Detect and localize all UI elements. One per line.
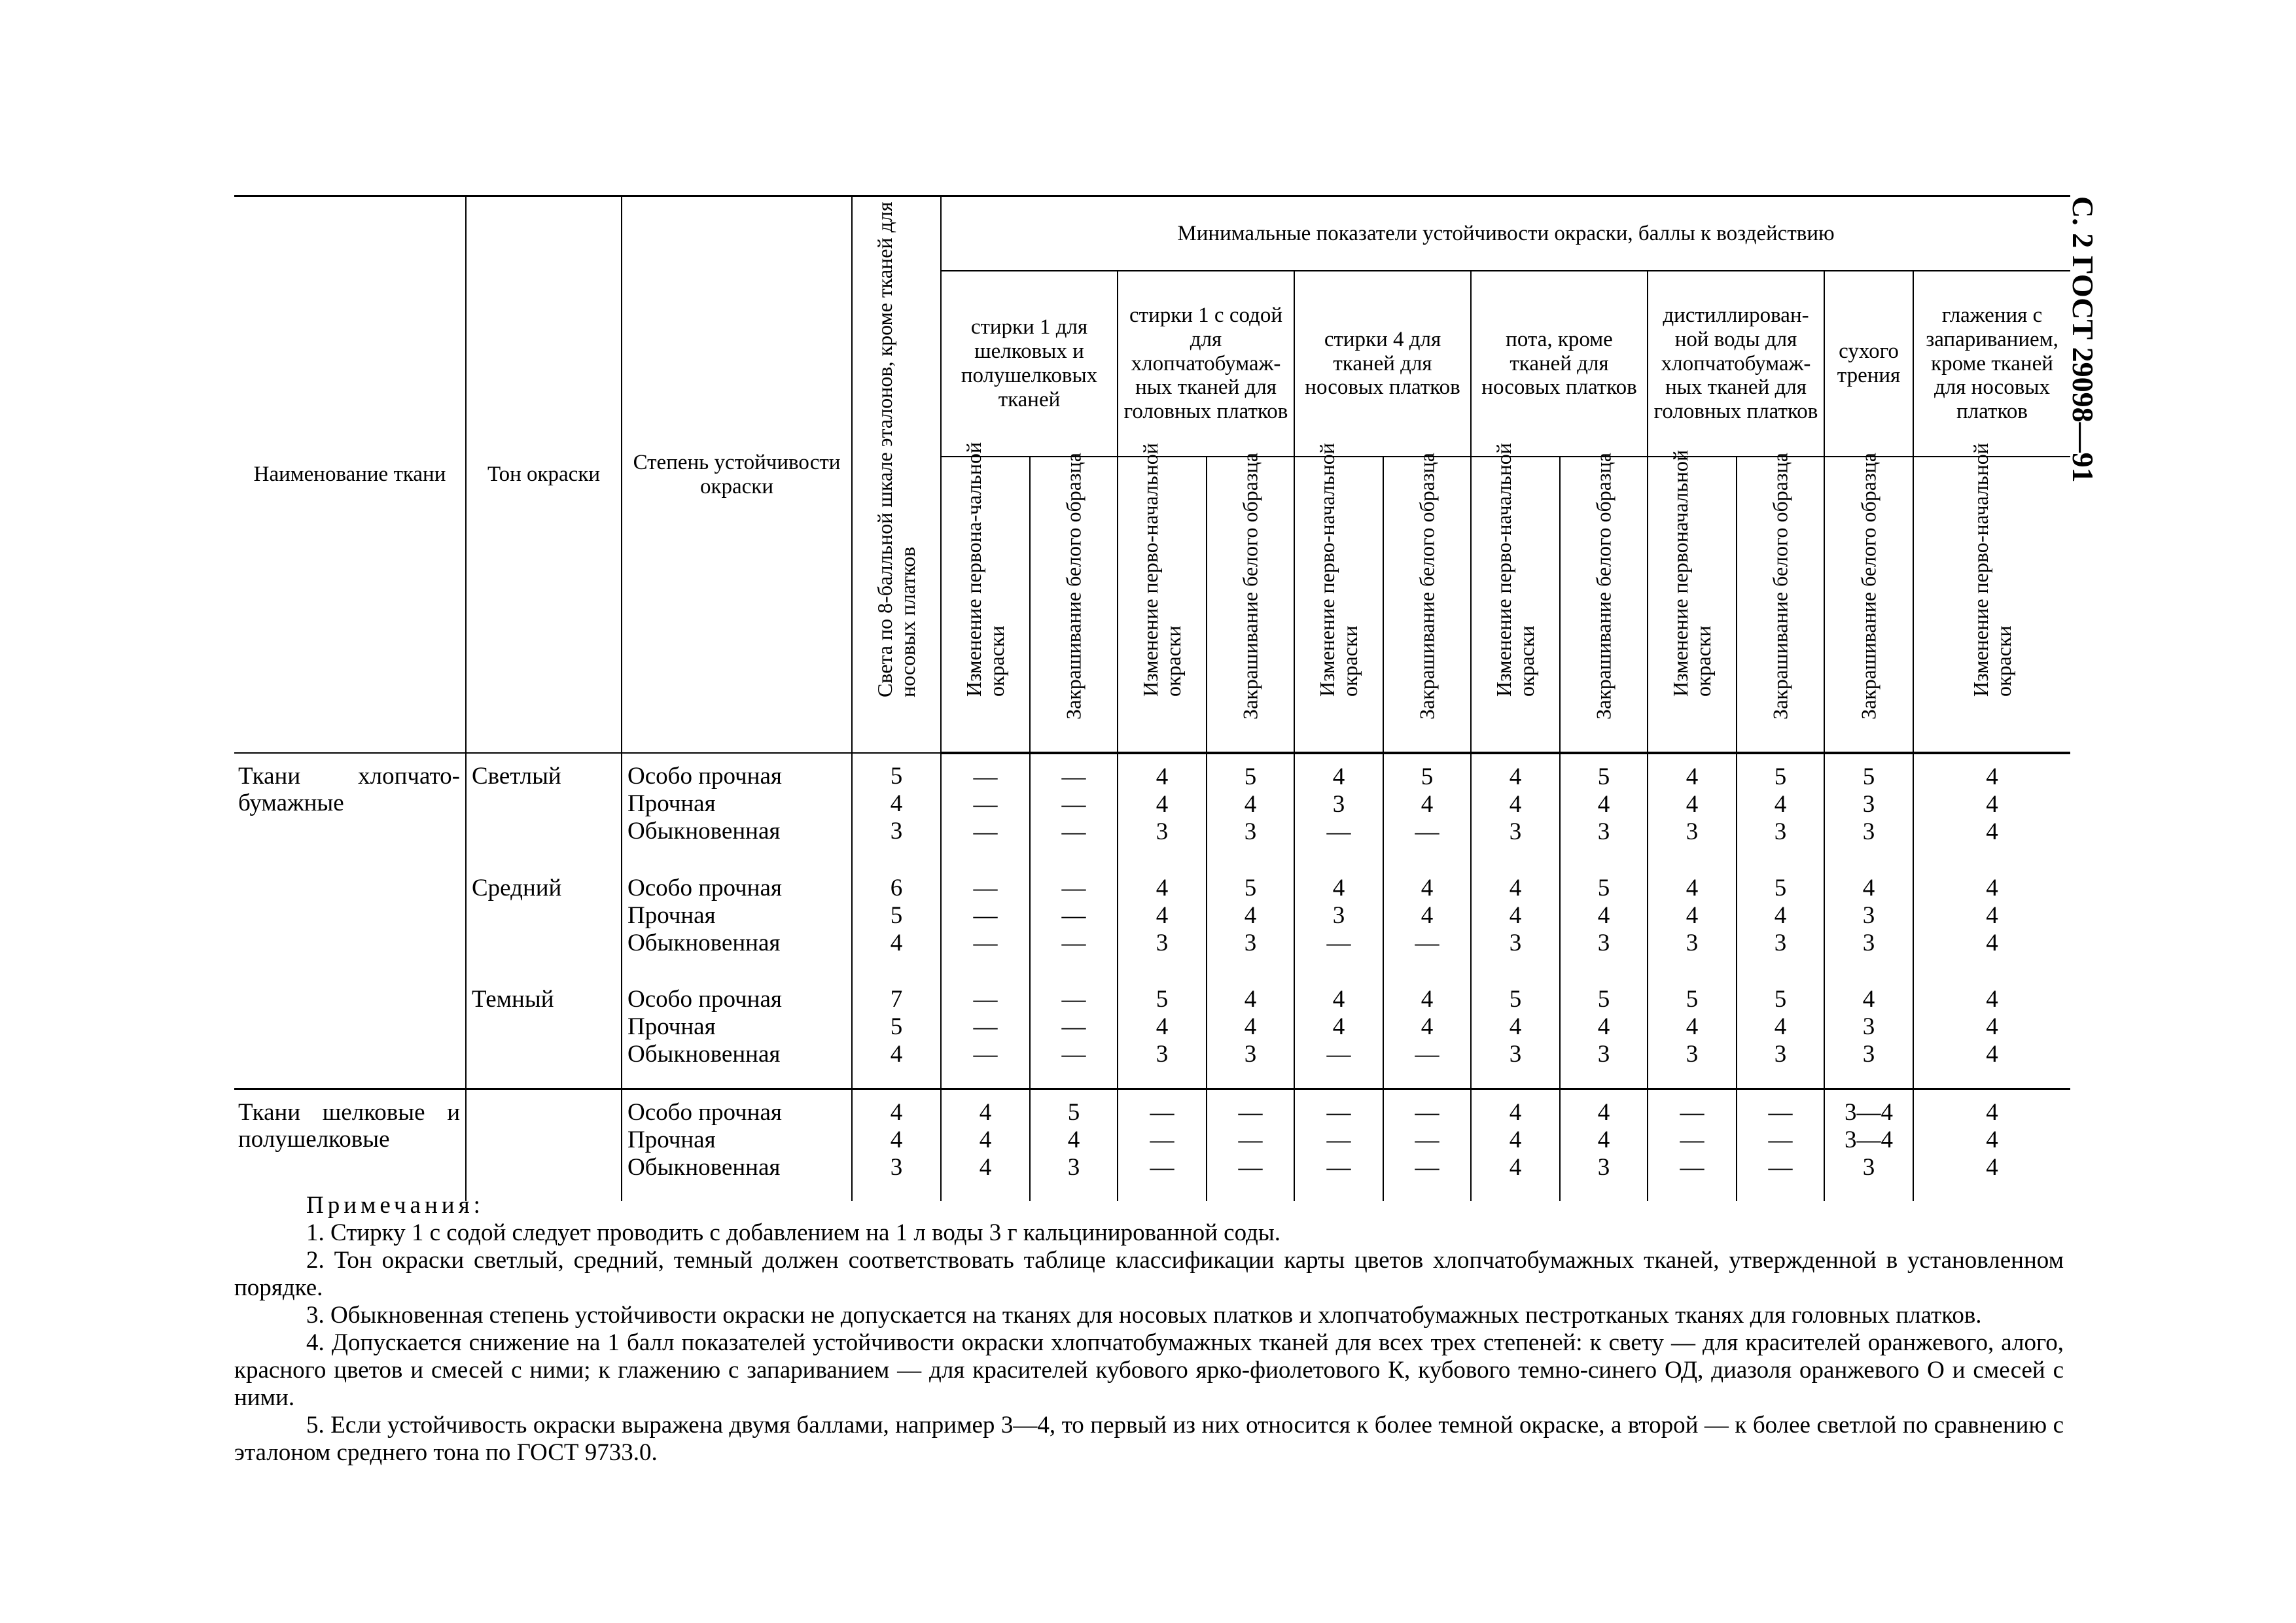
sub-header xyxy=(1913,442,2070,753)
score-value: 4 xyxy=(1686,902,1699,929)
sub-header xyxy=(1207,452,1294,753)
sub-header xyxy=(1383,452,1471,753)
value-cell xyxy=(852,753,941,865)
sub-header-text: Изменение первона-чальной окраски xyxy=(961,442,1008,697)
score-value: 4 xyxy=(1509,1154,1522,1181)
score-value: 4 xyxy=(1686,875,1699,901)
score-value: 4 xyxy=(1597,1126,1610,1153)
score-value: 6 xyxy=(890,875,903,901)
score-value: 3 xyxy=(1509,930,1522,956)
score-value: 4 xyxy=(1509,902,1522,929)
score-value: — xyxy=(1150,1126,1174,1153)
score-value: — xyxy=(1061,986,1086,1013)
score-value: 4 xyxy=(1156,791,1169,818)
score-value: 4 xyxy=(979,1126,992,1153)
header-wash1-soda: стирки 1 с содой для хлопчатобумаж-ных тканей для головных платков xyxy=(1118,271,1294,457)
score-value: 4 xyxy=(1774,902,1787,929)
sub-header-text: Закрашивание белого образца xyxy=(1856,452,1881,720)
score-value: 5 xyxy=(1774,986,1787,1013)
score-value: 4 xyxy=(1509,875,1522,901)
value-cell xyxy=(1737,1089,1824,1202)
value-cell xyxy=(1824,1089,1913,1202)
score-value: 3 xyxy=(1774,1041,1787,1068)
value-cell xyxy=(1383,865,1471,977)
value-cell xyxy=(1913,753,2070,865)
value-cell xyxy=(1471,977,1560,1089)
sub-header-text: Изменение перво-начальной окраски xyxy=(1315,442,1362,697)
score-value: 3 xyxy=(1067,1154,1080,1181)
sub-header-text: Закрашивание белого образца xyxy=(1061,452,1086,720)
score-value: — xyxy=(973,930,998,956)
score-value: 5 xyxy=(1862,763,1875,790)
score-value: — xyxy=(973,791,998,818)
value-cell xyxy=(1560,1089,1648,1202)
value-cell xyxy=(1118,1089,1207,1202)
degree-value: Особо прочная xyxy=(627,875,782,901)
score-value: 5 xyxy=(1067,1099,1080,1126)
notes-title: Примечания: xyxy=(306,1192,484,1219)
score-value: 4 xyxy=(1244,902,1257,929)
tone-cell: Средний xyxy=(466,865,622,977)
score-value: 4 xyxy=(1986,1041,1998,1068)
sub-header-text: Изменение перво-начальной окраски xyxy=(1968,442,2015,697)
note-item: 3. Обыкновенная степень устойчивости окраски не допускается на тканях для носовых платков и хлопчатобумажных пестротканых тканях для головных платков. xyxy=(306,1302,1982,1329)
score-value: — xyxy=(1680,1154,1704,1181)
value-cell xyxy=(1383,977,1471,1089)
value-cell xyxy=(1030,865,1118,977)
sub-header-text: Изменение перво-начальной окраски xyxy=(1491,442,1538,697)
score-value: 3 xyxy=(1597,1154,1610,1181)
score-value: 4 xyxy=(1421,1013,1434,1040)
score-value: 4 xyxy=(890,1126,903,1153)
score-value: 4 xyxy=(1156,875,1169,901)
score-value: 4 xyxy=(1774,791,1787,818)
fastness-table xyxy=(234,195,2070,1201)
score-value: 4 xyxy=(1509,791,1522,818)
value-cell xyxy=(852,865,941,977)
value-cell xyxy=(1824,865,1913,977)
value-cell xyxy=(1030,1089,1118,1202)
score-value: 4 xyxy=(1862,875,1875,901)
sub-header-text: Закрашивание белого образца xyxy=(1415,452,1439,720)
score-value: — xyxy=(973,902,998,929)
score-value: 5 xyxy=(1597,875,1610,901)
header-degree: Степень устойчивости окраски xyxy=(622,196,852,754)
score-value: — xyxy=(1238,1154,1263,1181)
value-cell xyxy=(1207,753,1294,865)
value-cell xyxy=(1294,977,1383,1089)
score-value: 3 xyxy=(1862,1041,1875,1068)
sub-header-text: Закрашивание белого образца xyxy=(1768,452,1792,720)
score-value: 3 xyxy=(1509,1041,1522,1068)
score-value: 5 xyxy=(1597,763,1610,790)
sub-header-text: Изменение перво-начальной окраски xyxy=(1138,442,1185,697)
score-value: 3 xyxy=(1774,930,1787,956)
score-value: 4 xyxy=(1986,930,1998,956)
score-value: — xyxy=(1061,763,1086,790)
header-wash4: стирки 4 для тканей для носовых платков xyxy=(1294,271,1471,457)
score-value: 3 xyxy=(1156,1041,1169,1068)
value-cell xyxy=(1560,865,1648,977)
score-value: 3 xyxy=(1597,930,1610,956)
score-value: 3 xyxy=(1244,818,1257,845)
value-cell xyxy=(1207,977,1294,1089)
score-value: 3—4 xyxy=(1845,1099,1893,1126)
sub-header xyxy=(1294,442,1383,753)
score-value: 4 xyxy=(890,930,903,956)
score-value: 4 xyxy=(1986,763,1998,790)
score-value: 4 xyxy=(1509,1126,1522,1153)
sub-header-text: Закрашивание белого образца xyxy=(1238,452,1262,720)
score-value: 3—4 xyxy=(1845,1126,1893,1153)
value-cell xyxy=(941,1089,1030,1202)
score-value: — xyxy=(1415,1041,1439,1068)
score-value: — xyxy=(973,986,998,1013)
score-value: 4 xyxy=(1421,986,1434,1013)
score-value: 3 xyxy=(1244,930,1257,956)
value-cell xyxy=(1383,1089,1471,1202)
score-value: — xyxy=(973,1013,998,1040)
score-value: 4 xyxy=(890,790,903,817)
fabric-name-cell: Ткани шелковые и полушелковые xyxy=(234,1089,466,1202)
score-value: 4 xyxy=(1986,1154,1998,1181)
score-value: 3 xyxy=(1862,818,1875,845)
score-value: 4 xyxy=(1509,1099,1522,1126)
degree-value: Прочная xyxy=(627,902,716,929)
score-value: 3 xyxy=(1244,1041,1257,1068)
degree-value: Обыкновенная xyxy=(627,930,781,956)
value-cell xyxy=(1648,1089,1737,1202)
sub-header xyxy=(1471,442,1560,753)
score-value: 4 xyxy=(1421,902,1434,929)
score-value: — xyxy=(1415,1099,1439,1126)
score-value: 3 xyxy=(1686,1041,1699,1068)
score-value: 4 xyxy=(1597,1099,1610,1126)
score-value: 4 xyxy=(1332,1013,1345,1040)
score-value: — xyxy=(1061,930,1086,956)
degree-value: Обыкновенная xyxy=(627,1154,781,1181)
score-value: 4 xyxy=(1986,902,1998,929)
score-value: 4 xyxy=(1067,1126,1080,1153)
score-value: — xyxy=(1238,1099,1263,1126)
score-value: — xyxy=(1768,1099,1793,1126)
score-value: 4 xyxy=(890,1041,903,1068)
note-item: 2. Тон окраски светлый, средний, темный должен соответствовать таблице классификации карты цветов хлопчатобумажных тканей, утвержденной в установленном порядке. xyxy=(234,1247,2064,1301)
value-cell xyxy=(1118,977,1207,1089)
value-cell xyxy=(1913,865,2070,977)
fabric-name-cell xyxy=(234,977,466,1089)
score-value: 3 xyxy=(1597,818,1610,845)
score-value: — xyxy=(1061,818,1086,845)
header-distilled-water: дистиллирован-ной воды для хлопчатобумаж-ных тканей для головных платков xyxy=(1648,271,1824,457)
value-cell xyxy=(1294,753,1383,865)
score-value: 5 xyxy=(1774,763,1787,790)
degree-cell xyxy=(622,753,852,865)
score-value: — xyxy=(1150,1099,1174,1126)
score-value: — xyxy=(1061,791,1086,818)
score-value: — xyxy=(1061,1013,1086,1040)
score-value: 5 xyxy=(1244,763,1257,790)
score-value: 4 xyxy=(1509,1013,1522,1040)
tone-cell: Светлый xyxy=(466,753,622,865)
score-value: 4 xyxy=(1332,763,1345,790)
score-value: 4 xyxy=(1862,986,1875,1013)
value-cell xyxy=(1118,753,1207,865)
degree-cell xyxy=(622,977,852,1089)
score-value: 5 xyxy=(890,763,903,790)
score-value: — xyxy=(1415,930,1439,956)
score-value: 4 xyxy=(1597,1013,1610,1040)
score-value: — xyxy=(1768,1126,1793,1153)
table-row xyxy=(234,753,2070,865)
score-value: 4 xyxy=(1986,1099,1998,1126)
score-value: 4 xyxy=(1686,763,1699,790)
header-group-title: Минимальные показатели устойчивости окраски, баллы к воздействию xyxy=(941,196,2070,271)
value-cell xyxy=(1030,753,1118,865)
sub-header xyxy=(1118,442,1207,753)
header-light xyxy=(852,196,941,754)
sub-header xyxy=(1030,452,1118,753)
score-value: 4 xyxy=(1332,986,1345,1013)
score-value: 3 xyxy=(1862,791,1875,818)
fabric-name-cell xyxy=(234,865,466,977)
score-value: 7 xyxy=(890,986,903,1013)
header-dry-rubbing: сухого трения xyxy=(1824,271,1913,457)
score-value: 5 xyxy=(1421,763,1434,790)
score-value: 4 xyxy=(890,1099,903,1126)
table-row xyxy=(234,977,2070,1089)
sub-header xyxy=(1648,449,1737,753)
score-value: 4 xyxy=(1686,791,1699,818)
score-value: 3 xyxy=(890,818,903,845)
score-value: — xyxy=(1415,1126,1439,1153)
value-cell xyxy=(1118,865,1207,977)
sub-header xyxy=(1737,452,1824,753)
degree-value: Особо прочная xyxy=(627,763,782,790)
table-row xyxy=(234,865,2070,977)
score-value: 3 xyxy=(1774,818,1787,845)
score-value: 4 xyxy=(1986,986,1998,1013)
score-value: 3 xyxy=(1686,930,1699,956)
note-item: 5. Если устойчивость окраски выражена двумя баллами, например 3—4, то первый из них относится к более темной окраске, а второй — к более светлой по сравнению с эталоном среднего тона по ГОСТ 9733.0. xyxy=(234,1412,2064,1466)
value-cell xyxy=(852,977,941,1089)
note-item: 4. Допускается снижение на 1 балл показателей устойчивости окраски хлопчатобумажных тканей для всех трех степеней: к свету — для красителей оранжевого, алого, красного цветов и смесей с ними; к глажению с запариванием — для красителей кубового ярко-фиолетового К, кубового темно-синего ОД, диазоля оранжевого О и смесей с ними. xyxy=(234,1329,2064,1411)
header-light-text: Света по 8-балльной шкале эталонов, кроме тканей для носовых платков xyxy=(872,201,919,697)
value-cell xyxy=(1824,753,1913,865)
score-value: 3 xyxy=(1686,818,1699,845)
value-cell xyxy=(941,977,1030,1089)
score-value: 5 xyxy=(890,1013,903,1040)
score-value: — xyxy=(1061,1041,1086,1068)
sub-header xyxy=(941,442,1030,753)
score-value: 4 xyxy=(1986,1013,1998,1040)
value-cell xyxy=(1648,977,1737,1089)
header-ironing: глажения с запариванием, кроме тканей для носовых платков xyxy=(1913,271,2070,457)
score-value: 3 xyxy=(890,1154,903,1181)
score-value: 4 xyxy=(1509,763,1522,790)
score-value: — xyxy=(1150,1154,1174,1181)
value-cell xyxy=(1471,1089,1560,1202)
degree-cell xyxy=(622,865,852,977)
score-value: 4 xyxy=(1597,791,1610,818)
score-value: — xyxy=(973,1041,998,1068)
header-wash1-silk: стирки 1 для шелковых и полушелковых тканей xyxy=(941,271,1118,457)
score-value: — xyxy=(1326,1154,1351,1181)
value-cell xyxy=(1030,977,1118,1089)
score-value: — xyxy=(1680,1126,1704,1153)
table-row xyxy=(234,1089,2070,1202)
score-value: 3 xyxy=(1509,818,1522,845)
score-value: 4 xyxy=(1986,818,1998,845)
value-cell xyxy=(1294,1089,1383,1202)
header-sweat: пота, кроме тканей для носовых платков xyxy=(1471,271,1648,457)
value-cell xyxy=(1207,1089,1294,1202)
value-cell xyxy=(941,865,1030,977)
score-value: 3 xyxy=(1862,1013,1875,1040)
score-value: — xyxy=(1326,818,1351,845)
value-cell xyxy=(1294,865,1383,977)
score-value: 5 xyxy=(1686,986,1699,1013)
score-value: — xyxy=(1415,1154,1439,1181)
score-value: 4 xyxy=(1244,1013,1257,1040)
degree-value: Прочная xyxy=(627,1013,716,1040)
score-value: 3 xyxy=(1862,902,1875,929)
score-value: 4 xyxy=(979,1099,992,1126)
value-cell xyxy=(1383,753,1471,865)
score-value: — xyxy=(1768,1154,1793,1181)
value-cell xyxy=(1207,865,1294,977)
table-body xyxy=(234,753,2070,1201)
score-value: 5 xyxy=(1597,986,1610,1013)
score-value: — xyxy=(1238,1126,1263,1153)
score-value: — xyxy=(973,763,998,790)
score-value: — xyxy=(973,818,998,845)
score-value: 4 xyxy=(1421,791,1434,818)
score-value: — xyxy=(1415,818,1439,845)
degree-value: Прочная xyxy=(627,790,716,817)
score-value: — xyxy=(1326,1126,1351,1153)
score-value: 4 xyxy=(1986,1126,1998,1153)
tone-cell xyxy=(466,1089,622,1202)
score-value: 5 xyxy=(1244,875,1257,901)
note-item: 1. Стирку 1 с содой следует проводить с добавлением на 1 л воды 3 г кальцинированной соды. xyxy=(306,1219,1280,1246)
score-value: 3 xyxy=(1862,930,1875,956)
score-value: — xyxy=(1326,1041,1351,1068)
score-value: — xyxy=(1061,902,1086,929)
score-value: 4 xyxy=(1156,763,1169,790)
score-value: 4 xyxy=(979,1154,992,1181)
score-value: 3 xyxy=(1862,1154,1875,1181)
score-value: — xyxy=(1326,930,1351,956)
score-value: 4 xyxy=(1244,791,1257,818)
header-fabric-name: Наименование ткани xyxy=(234,196,466,754)
header-tone: Тон окраски xyxy=(466,196,622,754)
score-value: 4 xyxy=(1986,791,1998,818)
degree-value: Обыкновенная xyxy=(627,1041,781,1068)
score-value: 4 xyxy=(1597,902,1610,929)
score-value: — xyxy=(1680,1099,1704,1126)
value-cell xyxy=(1737,753,1824,865)
sub-header-text: Закрашивание белого образца xyxy=(1591,452,1616,720)
value-cell xyxy=(1560,753,1648,865)
score-value: 4 xyxy=(1156,1013,1169,1040)
value-cell xyxy=(941,753,1030,865)
score-value: 4 xyxy=(1774,1013,1787,1040)
degree-value: Обыкновенная xyxy=(627,818,781,845)
page-label: С. 2 ГОСТ 29098—91 xyxy=(2066,196,2100,483)
notes xyxy=(234,1192,2064,1467)
score-value: 5 xyxy=(1509,986,1522,1013)
value-cell xyxy=(1471,753,1560,865)
value-cell xyxy=(852,1089,941,1202)
value-cell xyxy=(1737,865,1824,977)
score-value: 5 xyxy=(1774,875,1787,901)
score-value: 3 xyxy=(1597,1041,1610,1068)
value-cell xyxy=(1737,977,1824,1089)
score-value: 5 xyxy=(1156,986,1169,1013)
value-cell xyxy=(1648,865,1737,977)
value-cell xyxy=(1913,977,2070,1089)
value-cell xyxy=(1560,977,1648,1089)
sub-header xyxy=(1560,452,1648,753)
score-value: 4 xyxy=(1332,875,1345,901)
degree-cell xyxy=(622,1089,852,1202)
score-value: 4 xyxy=(1686,1013,1699,1040)
score-value: 5 xyxy=(890,902,903,929)
degree-value: Прочная xyxy=(627,1126,716,1153)
score-value: 3 xyxy=(1332,791,1345,818)
score-value: 4 xyxy=(1156,902,1169,929)
score-value: 3 xyxy=(1332,902,1345,929)
value-cell xyxy=(1471,865,1560,977)
score-value: — xyxy=(1326,1099,1351,1126)
score-value: 3 xyxy=(1156,930,1169,956)
tone-cell: Темный xyxy=(466,977,622,1089)
degree-value: Особо прочная xyxy=(627,1099,782,1126)
sub-header-text: Изменение первоначальной окраски xyxy=(1668,449,1715,697)
score-value: — xyxy=(1061,875,1086,901)
value-cell xyxy=(1824,977,1913,1089)
sub-header xyxy=(1824,452,1913,753)
score-value: 4 xyxy=(1421,875,1434,901)
score-value: — xyxy=(973,875,998,901)
degree-value: Особо прочная xyxy=(627,986,782,1013)
score-value: 3 xyxy=(1156,818,1169,845)
fabric-name-cell: Ткани хлопчато-бумажные xyxy=(234,753,466,865)
value-cell xyxy=(1913,1089,2070,1202)
score-value: 4 xyxy=(1244,986,1257,1013)
score-value: 4 xyxy=(1986,875,1998,901)
value-cell xyxy=(1648,753,1737,865)
